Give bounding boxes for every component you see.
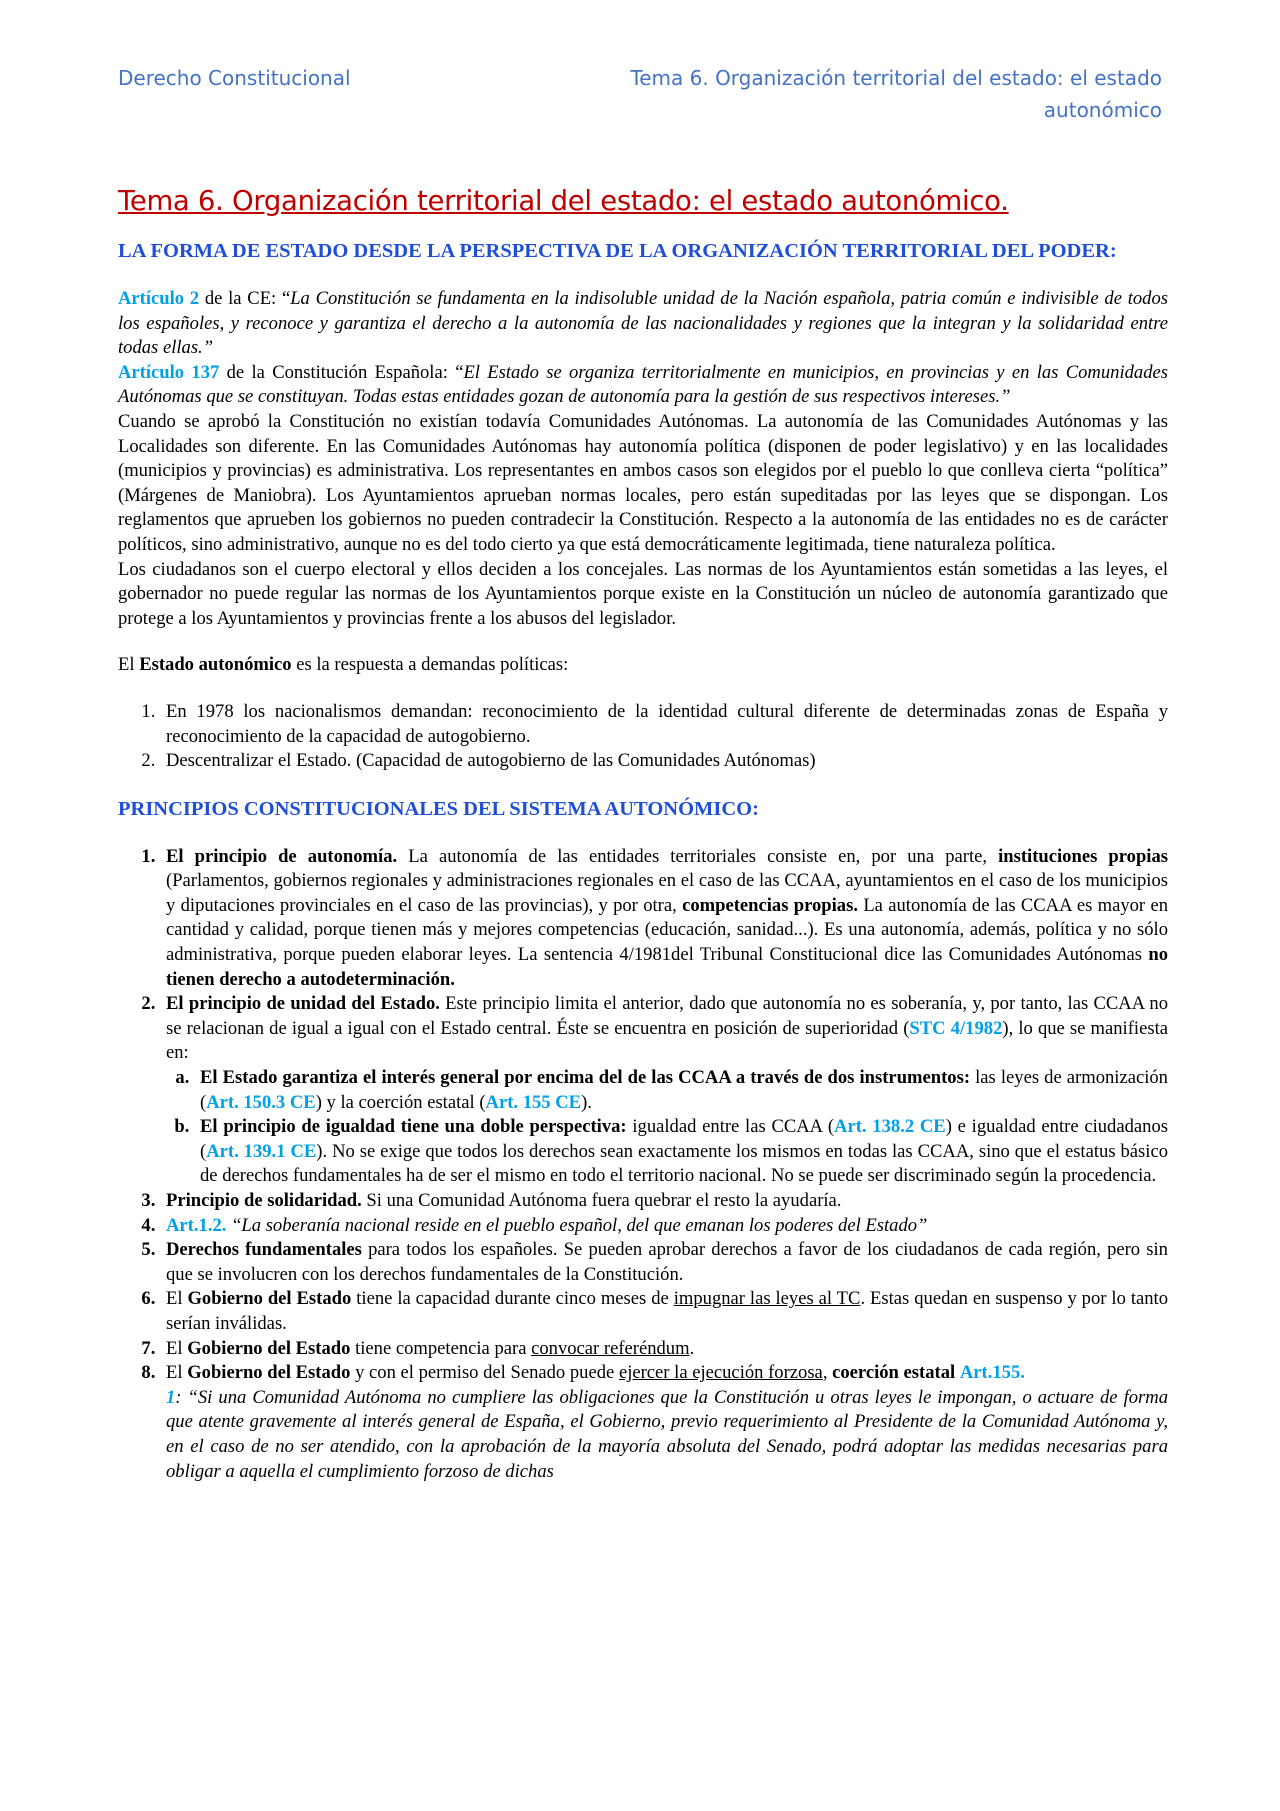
header-right-line2: autonómico [1043, 98, 1162, 122]
header-right-line1: Tema 6. Organización territorial del estado: el estado [630, 66, 1162, 90]
article-2-ref: Artículo 2 [118, 288, 200, 309]
header-right [602, 62, 1162, 126]
principle-referendum: 7. El Gobierno del Estado tiene competencia para convocar referéndum. [160, 1337, 1168, 1362]
unidad-sublist [166, 1066, 1168, 1189]
article-2-quote: La Constitución se fundamenta en la indisoluble unidad de la Nación española, patria común e indivisible de todos los españoles, y reconoce y garantiza el derecho a la autonomía de las nacionalidades y regiones que la integran y la solidaridad entre todas ellas.” [118, 288, 1168, 359]
section-heading-principios: PRINCIPIOS CONSTITUCIONALES DEL SISTEMA AUTONÓMICO: [118, 797, 759, 820]
principles-list [118, 845, 1168, 1484]
header-left: Derecho Constitucional [118, 66, 351, 90]
sublist-item-igualdad: b. El principio de igualdad tiene una doble perspectiva: igualdad entre las CCAA (Art. 138.2 CE) e igualdad entre ciudadanos (Art. 139.1 CE). No se exige que todos los derechos sean exactamente los mismos en todas las CCAA, sino que el estatus básico de derechos fundamentales ha de ser el mismo en todo el territorio nacional. No se puede ser discriminado según la procedencia. [194, 1115, 1168, 1189]
principle-soberania: 4. Art.1.2. “La soberanía nacional reside en el pueblo español, del que emanan los poderes del Estado” [160, 1214, 1168, 1239]
article-137-paragraph: Artículo 137 de la Constitución Española: “El Estado se organiza territorialmente en municipios, en provincias y en las Comunidades Autónomas que se constituyan. Todas estas entidades gozan de autonomía para la gestión de sus respectivos intereses.” [118, 361, 1168, 408]
article-137-quote: El Estado se organiza territorialmente en municipios, en provincias y en las Comunidades Autónomas que se constituyan. Todas estas entidades gozan de autonomía para la gestión de sus respectivos intereses.” [118, 361, 1168, 408]
principle-solidaridad: 3. Principio de solidaridad. Si una Comunidad Autónoma fuera quebrar el resto la ayudaría. [160, 1189, 1168, 1214]
principle-autonomia: 1. El principio de autonomía. La autonomía de las entidades territoriales consiste en, por una parte, instituciones propias (Parlamentos, gobiernos regionales y administraciones regionales en el caso de las CCAA, ayuntamientos en el caso de los municipios y diputaciones provinciales en el caso de las provincias), y por otra, competencias propias. La autonomía de las CCAA es mayor en cantidad y calidad, porque tienen más y mejores competencias (educación, sanidad...). Es una autonomía, además, política y no sólo administrativa, porque pueden elaborar leyes. La sentencia 4/1981del Tribunal Constitucional dice las Comunidades Autónomas no tienen derecho a autodeterminación. [160, 845, 1168, 993]
stc-ref: STC 4/1982 [909, 1017, 1003, 1039]
principle-unidad: 2. El principio de unidad del Estado. Este principio limita el anterior, dado que autonomía no es soberanía, y, por tanto, las CCAA no se relacionan de igual a igual con el Estado central. Éste se encuentra en posición de superioridad (STC 4/1982), lo que se manifiesta en: a. El Estado garantiza el interés general por encima del de las CCAA a través de dos instrumentos: las leyes de armonización (Art. 150.3 CE) y la coerción estatal (Art. 155 CE). b. El principio de igualdad tiene una doble perspectiva: igualdad entre las CCAA (Art. 138.2 CE) e igualdad entre ciudadanos (Art. 139.1 CE). No se exige que todos los derechos sean exactamente los mismos en todas las CCAA, sino que el estatus básico de derechos fundamentales ha de ser el mismo en todo el territorio nacional. No se puede ser discriminado según la procedencia. [160, 992, 1168, 1189]
demands-list [118, 700, 1168, 774]
article-2-paragraph: Artículo 2 de la CE: “La Constitución se fundamenta en la indisoluble unidad de la Nación española, patria común e indivisible de todos los españoles, y reconoce y garantiza el derecho a la autonomía de las nacionalidades y regiones que la integran y la solidaridad entre todas ellas.” [118, 288, 1168, 359]
principle-derechos-fundamentales: 5. Derechos fundamentales para todos los españoles. Se pueden aprobar derechos a favor de los ciudadanos de cada región, pero sin que se involucren con los derechos fundamentales de la Constitución. [160, 1238, 1168, 1287]
principle-coercion: 8. El Gobierno del Estado y con el permiso del Senado puede ejercer la ejecución forzosa, coerción estatal Art.155. 1: “Si una Comunidad Autónoma no cumpliere las obligaciones que la Constitución u otras leyes le impongan, o actuare de forma que atente gravemente al interés general de España, el Gobierno, previo requerimiento al Presidente de la Comunidad Autónoma y, en el caso de no ser atendido, con la aprobación de la mayoría absoluta del Senado, podrá adoptar las medidas necesarias para obligar a aquella el cumplimiento forzoso de dichas [160, 1361, 1168, 1484]
article-137-ref: Artículo 137 [118, 361, 220, 383]
paragraph-estado-autonomico: El Estado autonómico es la respuesta a demandas políticas: [118, 654, 569, 676]
sublist-item-interes-general: a. El Estado garantiza el interés general por encima del de las CCAA a través de dos instrumentos: las leyes de armonización (Art. 150.3 CE) y la coerción estatal (Art. 155 CE). [194, 1066, 1168, 1115]
page-title: Tema 6. Organización territorial del estado: el estado autonómico. [118, 185, 1009, 217]
paragraph-ciudadanos: Los ciudadanos son el cuerpo electoral y ellos deciden a los concejales. Las normas de los Ayuntamientos están sometidas a las leyes, el gobernador no puede regular las normas de los Ayuntamientos porque existe en la Constitución un núcleo de autonomía garantizado que protege a los Ayuntamientos y provincias frente a los abusos del legislador. [118, 558, 1168, 629]
list-item: 1. En 1978 los nacionalismos demandan: reconocimiento de la identidad cultural diferente de determinadas zonas de España y reconocimiento de la capacidad de autogobierno. [160, 700, 1168, 749]
list-item: 2. Descentralizar el Estado. (Capacidad de autogobierno de las Comunidades Autónomas) [160, 749, 1168, 774]
document-body [118, 182, 1168, 1484]
principle-impugnar: 6. El Gobierno del Estado tiene la capacidad durante cinco meses de impugnar las leyes al TC. Estas quedan en suspenso y por lo tanto serían inválidas. [160, 1287, 1168, 1336]
section-heading-forma-estado: LA FORMA DE ESTADO DESDE LA PERSPECTIVA DE LA ORGANIZACIÓN TERRITORIAL DEL PODER: [118, 240, 1117, 262]
paragraph-comunidades: Cuando se aprobó la Constitución no existían todavía Comunidades Autónomas. La autonomía de las Comunidades Autónomas y las Localidades son diferente. En las Comunidades Autónomas hay autonomía política (disponen de poder legislativo) y en las localidades (municipios y provincias) es administrativa. Los representantes en ambos casos son elegidos por el pueblo lo que conlleva cierta “política” (Márgenes de Maniobra). Los Ayuntamientos aprueban normas locales, pero están supeditadas por las leyes que se dispongan. Los reglamentos que aprueben los gobiernos no pueden contradecir la Constitución. Respecto a la autonomía de las entidades no es de carácter políticos, sino administrativo, aunque no es del todo cierto ya que está democráticamente legitimada, tiene naturaleza política. [118, 410, 1168, 555]
